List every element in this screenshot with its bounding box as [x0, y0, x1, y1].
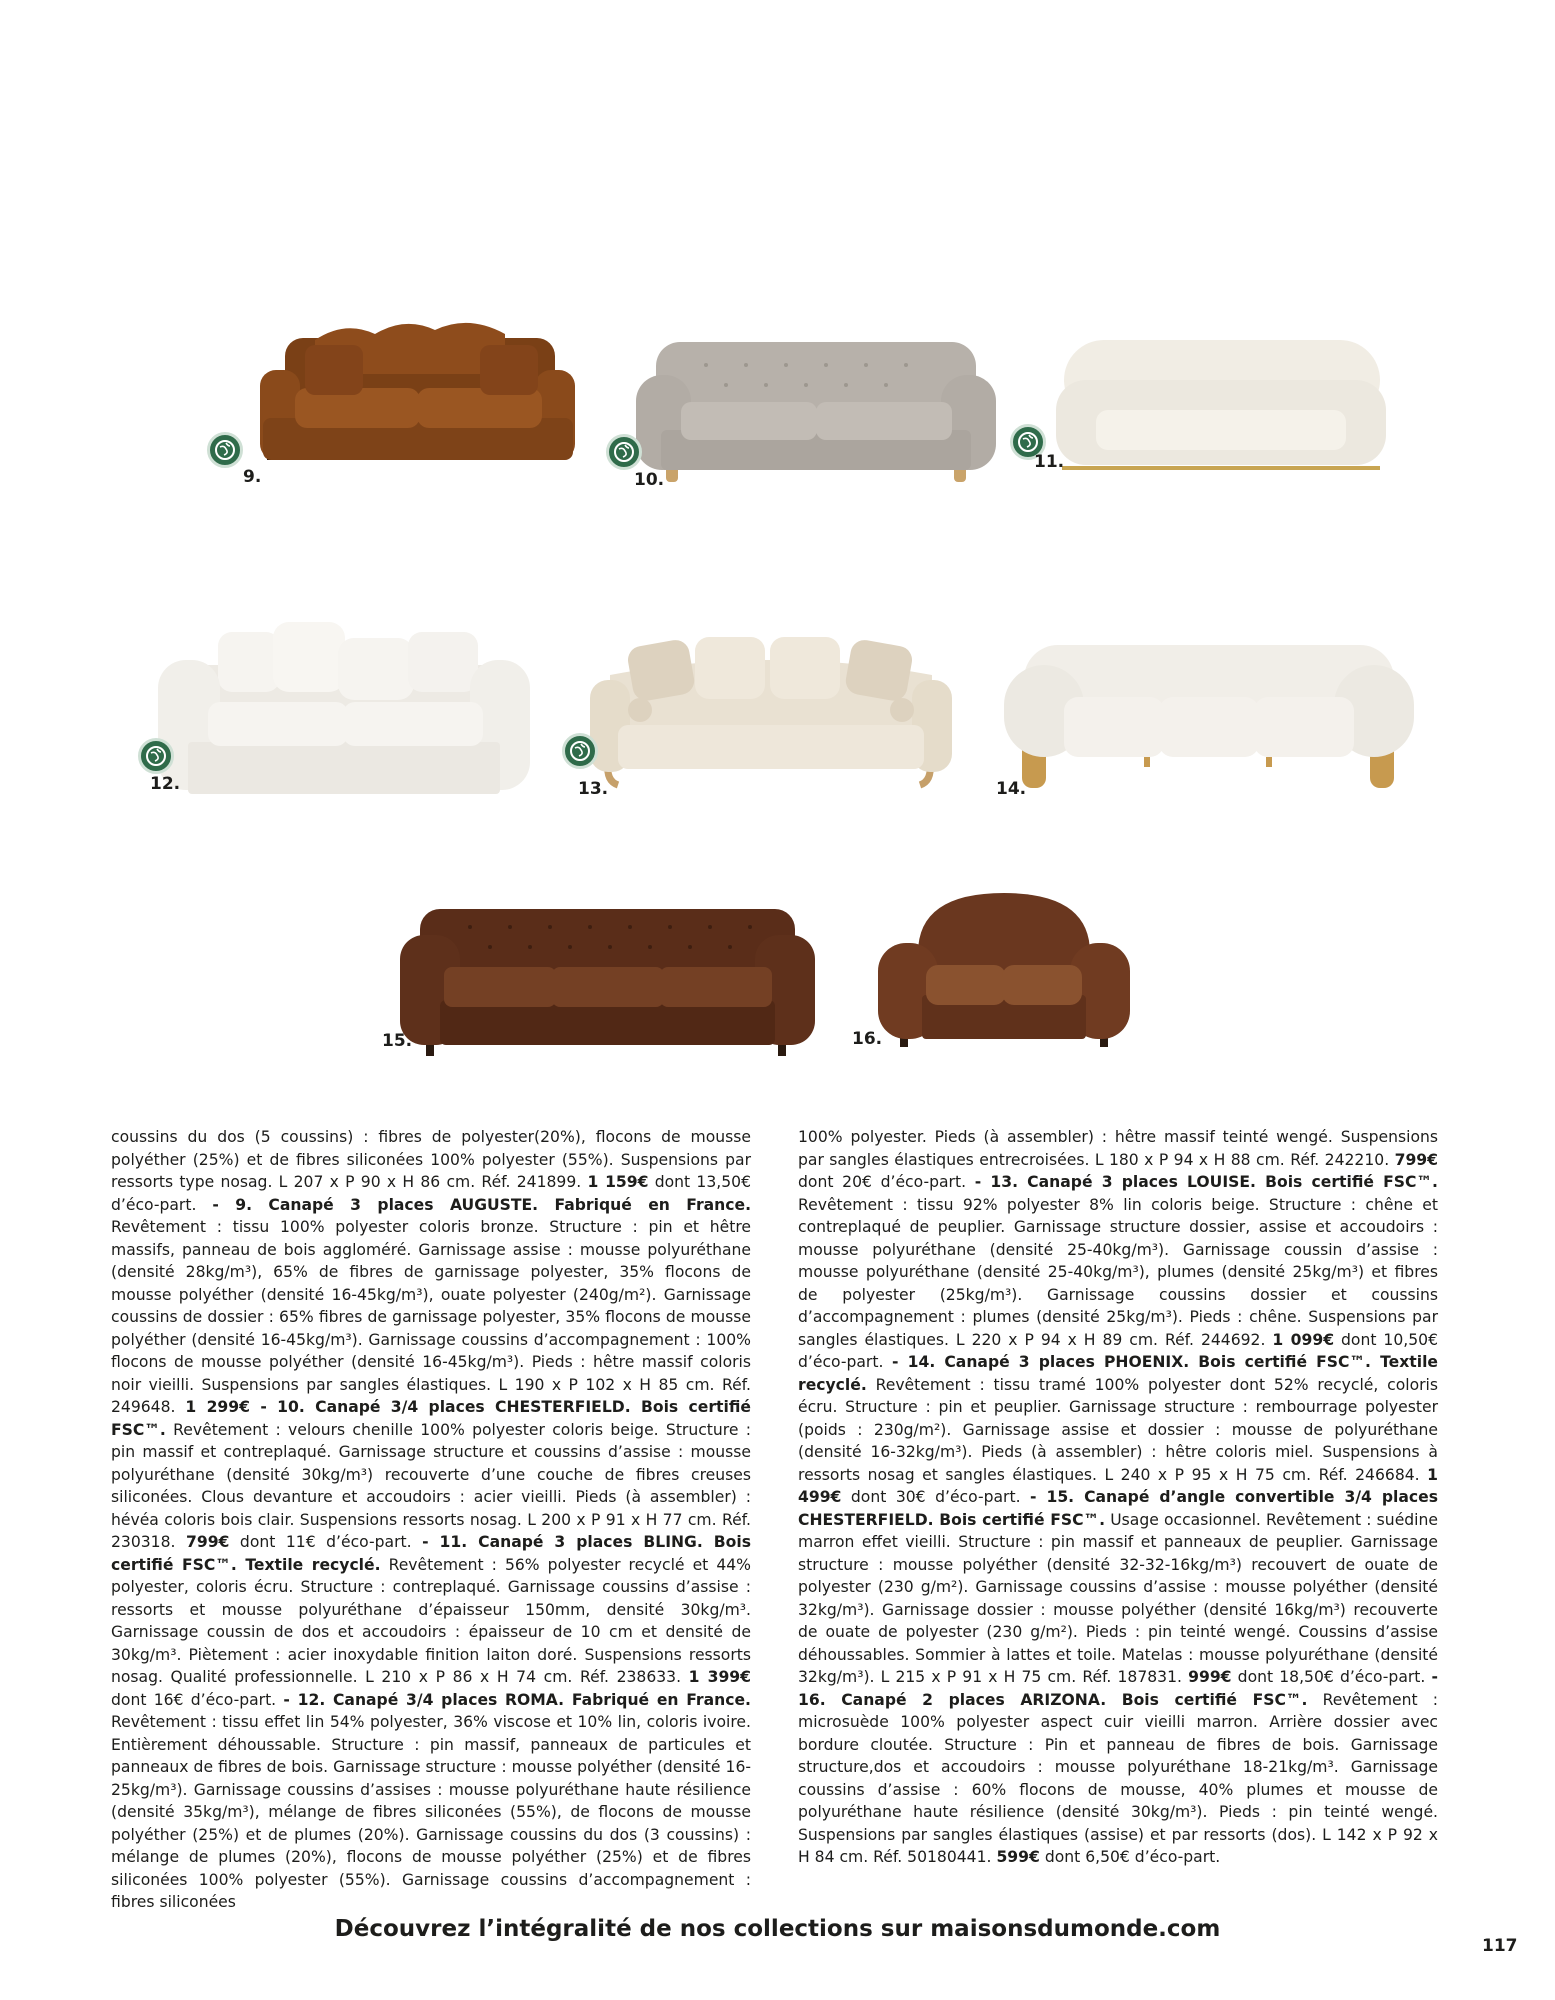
description-text: Revêtement : velours chenille 100% polyester coloris beige. Structure : pin massif et contreplaqué. Garnissage structure et coussins d’assise : mousse polyuréthane (densité 30kg/m³) recouverte d’une couche de fibres creuses siliconées. Clous devanture et accoudoirs : acier vieilli. Pieds (à assembler) : hévéa coloris bois clair. Suspensions ressorts nosag. L 200 x P 91 x H 77 cm. Réf. 230318.: [111, 1420, 751, 1551]
description-text: Revêtement : 56% polyester recyclé et 44% polyester, coloris écru. Structure : contreplaqué. Garnissage coussins d’assise : ressorts et mousse polyuréthane d’épaisseur 150mm, densité 30kg/m³. Garnissage coussin de dos et accoudoirs : épaisseur de 10 cm et densité de 30kg/m³. Piètement : acier inoxydable finition laiton doré. Suspensions ressorts nosag. Qualité professionnelle. L 210 x P 86 x H 74 cm. Réf. 238633.: [111, 1555, 751, 1686]
sofa-image-13: [590, 635, 952, 800]
sofa-image-16: [878, 893, 1130, 1053]
description-highlight: - 12. Canapé 3/4 places ROMA. Fabriqué en France.: [283, 1690, 751, 1709]
description-highlight: 1 099€: [1272, 1330, 1335, 1349]
description-highlight: - 15. Canapé d’angle convertible 3/4 places CHESTERFIELD. Bois certifié FSC™.: [798, 1488, 1438, 1529]
description-text: dont 13,50€ d’éco-part.: [111, 1173, 751, 1214]
description-highlight: 799€: [186, 1533, 230, 1551]
description-highlight: - 9. Canapé 3 places AUGUSTE. Fabriqué en France.: [212, 1195, 751, 1214]
description-highlight: 1 499€: [798, 1465, 1438, 1506]
description-text: dont 20€ d’éco-part.: [798, 1173, 975, 1191]
description-text: Revêtement : microsuède 100% polyester aspect cuir vieilli marron. Arrière dossier avec bordure cloutée. Structure : Pin et panneau de fibres de bois. Garnissage structure,dos et accoudoirs : mousse polyuréthane 18-21kg/m³. Garnissage coussins d’assise : 60% flocons de mousse, 40% plumes et mousse de polyuréthane haute résilience (densité 30kg/m³). Pieds : pin teinté wengé. Suspensions par sangles élastiques (assise) et par ressorts (dos). L 142 x P 92 x H 84 cm. Réf. 50180441.: [798, 1690, 1438, 1866]
description-highlight: 599€: [996, 1848, 1040, 1866]
description-text: Revêtement : tissu effet lin 54% polyester, 36% viscose et 10% lin, coloris ivoire. Entièrement déhoussable. Structure : pin massif, panneaux de particules et panneaux de fibres de bois. Garnissage structure : mousse polyéther (densité 16-25kg/m³). Garnissage coussins d’assises : mousse polyuréthane haute résilience (densité 35kg/m³), mélange de fibres siliconées (55%), de flocons de mousse polyéther (25%) et de plumes (20%). Garnissage coussins du dos (3 coussins) : mélange de plumes (20%), flocons de mousse polyéther (25%) et de fibres siliconées 100% polyester (55%). Garnissage coussins d’accompagnement : fibres siliconées: [111, 1713, 751, 1911]
product-number: 12.: [150, 774, 181, 794]
description-highlight: - 14. Canapé 3 places PHOENIX. Bois certifié FSC™. Textile recyclé.: [798, 1353, 1438, 1394]
description-text: Revêtement : tissu 92% polyester 8% lin coloris beige. Structure : chêne et contreplaqué de peuplier. Garnissage structure dossier, assise et accoudoirs : mousse polyuréthane (densité 25-40kg/m³). Garnissage coussin d’assise : mousse polyuréthane (densité 25-40kg/m³), plumes (densité 25kg/m³) et fibres de polyester (25kg/m³). Garnissage coussins dossier et coussins d’accompagnement : plumes (densité 25kg/m³). Pieds : chêne. Suspensions par sangles élastiques. L 220 x P 94 x H 89 cm. Réf. 244692.: [798, 1195, 1438, 1349]
product-14: [996, 645, 1414, 799]
description-text: Usage occasionnel. Revêtement : suédine marron effet vieilli. Structure : pin massif et panneaux de peuplier. Garnissage structure : mousse polyéther (densité 32-32-16kg/m³) recouvert de ouate de polyester (230 g/m²). Garnissage coussins d’assise : mousse polyéther (densité 32kg/m³). Garnissage dossier : mousse polyéther (densité 16kg/m³) recouverte de ouate de polyester (230 g/m²). Pieds : pin teinté wengé. Coussins d’assise déhoussables. Sommier à lattes et toile. Matelas : mousse polyuréthane (densité 32kg/m³). L 215 x P 91 x H 75 cm. Réf. 187831.: [798, 1510, 1438, 1686]
description-text: dont 6,50€ d’éco-part.: [1039, 1848, 1221, 1866]
sofa-image-12: [158, 620, 530, 795]
description-text: dont 11€ d’éco-part.: [229, 1533, 423, 1551]
product-10: [636, 330, 996, 495]
product-9: [245, 310, 590, 490]
sofa-image-15: [400, 905, 815, 1060]
product-number: 9.: [243, 467, 262, 487]
description-highlight: 1 399€: [688, 1668, 751, 1686]
description-text: dont 30€ d’éco-part.: [841, 1488, 1031, 1506]
description-right-column: [798, 1126, 1438, 1866]
product-number: 11.: [1034, 452, 1065, 472]
eco-badge-icon: [562, 733, 598, 769]
eco-badge-icon: [606, 434, 642, 470]
sofa-image-10: [636, 330, 996, 495]
product-12: [150, 620, 530, 795]
description-text: dont 18,50€ d’éco-part.: [1231, 1668, 1432, 1686]
description-highlight: - 16. Canapé 2 places ARIZONA. Bois certifié FSC™.: [798, 1668, 1438, 1709]
eco-badge-icon: [207, 432, 243, 468]
description-highlight: - 11. Canapé 3 places BLING. Bois certifié FSC™. Textile recyclé.: [111, 1533, 751, 1574]
description-highlight: - 13. Canapé 3 places LOUISE. Bois certifié FSC™.: [974, 1173, 1438, 1191]
sofa-image-9: [245, 310, 590, 490]
product-number: 14.: [996, 779, 1027, 799]
product-number: 16.: [852, 1029, 883, 1049]
description-highlight: 799€: [1394, 1150, 1438, 1169]
description-highlight: 1 299€ - 10. Canapé 3/4 places CHESTERFIELD. Bois certifié FSC™.: [111, 1398, 751, 1439]
description-highlight: 999€: [1188, 1668, 1232, 1686]
description-text: Revêtement : tissu tramé 100% polyester dont 52% recyclé, coloris écru. Structure : pin et peuplier. Garnissage structure : rembourrage polyester (poids : 230g/m²). Garnissage assise et dossier : mousse de polyuréthane (densité 16-32kg/m³). Pieds (à assembler) : hêtre coloris miel. Suspensions à ressorts nosag et sangles élastiques. L 240 x P 95 x H 75 cm. Réf. 246684.: [798, 1375, 1438, 1484]
product-16: [852, 893, 1130, 1053]
product-11: [1034, 340, 1386, 480]
description-text: coussins du dos (5 coussins) : fibres de polyester(20%), flocons de mousse polyéther (25%) et de fibres siliconées 100% polyester (55%). Suspensions par ressorts type nosag. L 207 x P 90 x H 86 cm. Réf. 241899.: [111, 1128, 751, 1191]
description-left-column: [111, 1126, 751, 1911]
description-text: dont 16€ d’éco-part.: [111, 1690, 284, 1709]
eco-badge-icon: [138, 738, 174, 774]
sofa-image-14: [1004, 645, 1414, 795]
description-text: 100% polyester. Pieds (à assembler) : hêtre massif teinté wengé. Suspensions par sangles élastiques entrecroisées. L 180 x P 94 x H 88 cm. Réf. 242210.: [798, 1128, 1438, 1169]
footer-website-banner: Découvrez l’intégralité de nos collections sur maisonsdumonde.com: [334, 1916, 1221, 1942]
product-number: 10.: [634, 470, 665, 490]
page-number: 117: [1482, 1936, 1518, 1956]
description-highlight: 1 159€: [587, 1173, 649, 1191]
sofa-image-11: [1056, 340, 1386, 480]
product-number: 15.: [382, 1031, 413, 1051]
product-15: [382, 905, 815, 1060]
product-13: [578, 635, 952, 800]
description-text: Revêtement : tissu 100% polyester coloris bronze. Structure : pin et hêtre massifs, panneau de bois aggloméré. Garnissage assise : mousse polyuréthane (densité 28kg/m³), 65% de fibres de garnissage polyester, 35% flocons de mousse polyéther (densité 16-45kg/m³), ouate polyester (240g/m²). Garnissage coussins de dossier : 65% fibres de garnissage polyester, 35% flocons de mousse polyéther (densité 16-45kg/m³). Garnissage coussins d’accompagnement : 100% flocons de mousse polyéther (densité 16-45kg/m³). Pieds : hêtre massif coloris noir vieilli. Suspensions par sangles élastiques. L 190 x P 102 x H 85 cm. Réf. 249648.: [111, 1218, 751, 1416]
description-text: dont 10,50€ d’éco-part.: [798, 1330, 1438, 1371]
product-number: 13.: [578, 779, 609, 799]
